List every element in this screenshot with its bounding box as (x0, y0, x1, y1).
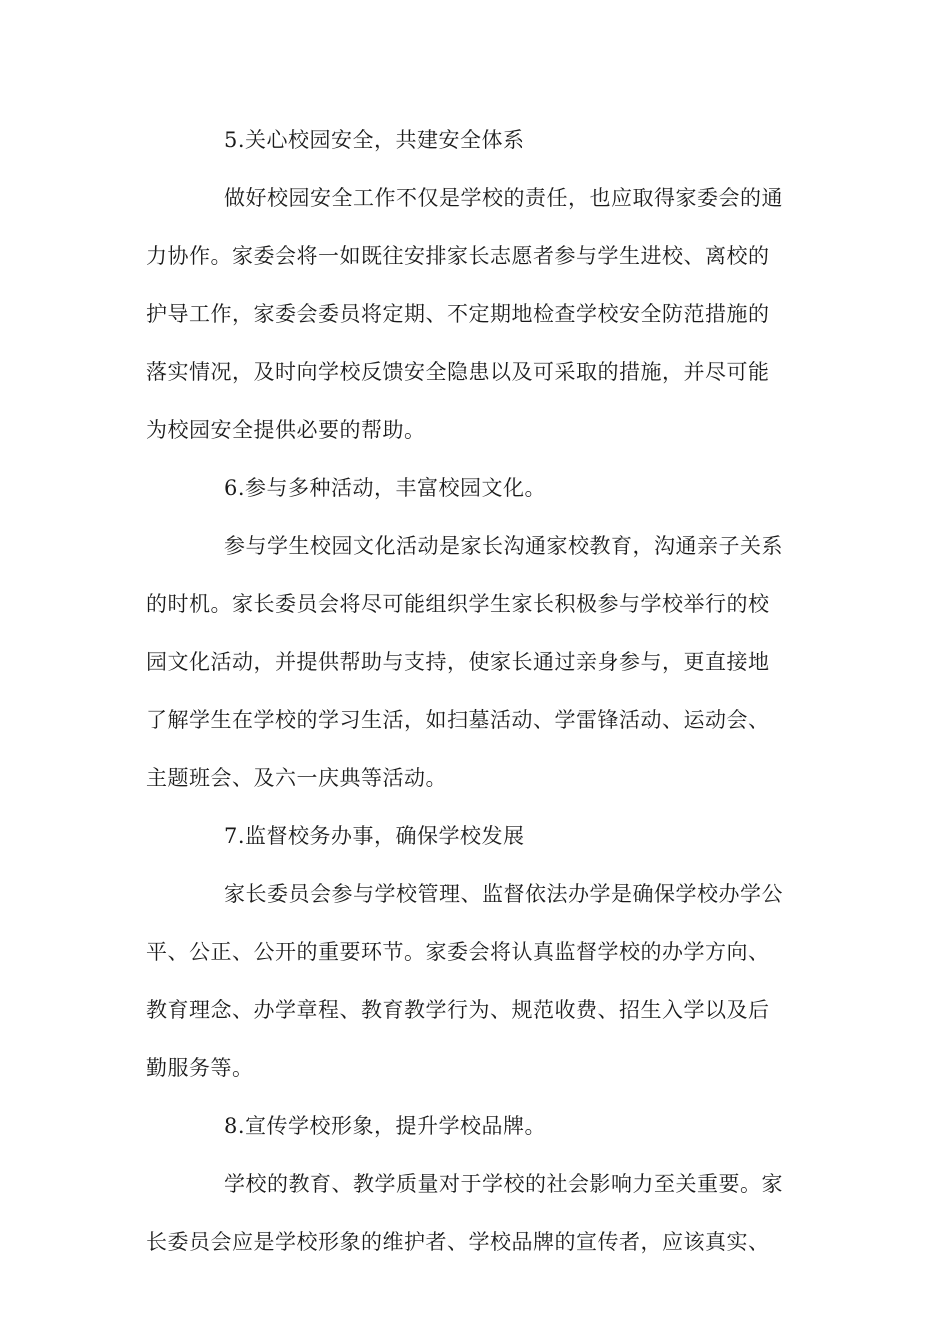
section-heading-8: 8.宣传学校形象，提升学校品牌。 (224, 1114, 547, 1138)
paragraph-line: 园文化活动，并提供帮助与支持，使家长通过亲身参与，更直接地 (146, 650, 770, 674)
paragraph-line: 参与学生校园文化活动是家长沟通家校教育，沟通亲子关系 (224, 534, 783, 558)
paragraph-line: 教育理念、办学章程、教育教学行为、规范收费、招生入学以及后 (146, 998, 770, 1022)
paragraph-line: 平、公正、公开的重要环节。家委会将认真监督学校的办学方向、 (146, 940, 770, 964)
paragraph-line: 做好校园安全工作不仅是学校的责任，也应取得家委会的通 (224, 186, 783, 210)
paragraph-line: 为校园安全提供必要的帮助。 (146, 418, 426, 442)
paragraph-line: 落实情况，及时向学校反馈安全隐患以及可采取的措施，并尽可能 (146, 360, 770, 384)
paragraph-line: 力协作。家委会将一如既往安排家长志愿者参与学生进校、离校的 (146, 244, 770, 268)
section-heading-5: 5.关心校园安全，共建安全体系 (224, 128, 525, 152)
paragraph-line: 学校的教育、教学质量对于学校的社会影响力至关重要。家 (224, 1172, 783, 1196)
paragraph-line: 家长委员会参与学校管理、监督依法办学是确保学校办学公 (224, 882, 783, 906)
section-heading-6: 6.参与多种活动，丰富校园文化。 (224, 476, 547, 500)
paragraph-line: 护导工作，家委会委员将定期、不定期地检查学校安全防范措施的 (146, 302, 770, 326)
paragraph-line: 主题班会、及六一庆典等活动。 (146, 766, 447, 790)
paragraph-line: 长委员会应是学校形象的维护者、学校品牌的宣传者，应该真实、 (146, 1230, 770, 1254)
paragraph-line: 了解学生在学校的学习生活，如扫墓活动、学雷锋活动、运动会、 (146, 708, 770, 732)
document-body (146, 128, 806, 1254)
paragraph-line: 的时机。家长委员会将尽可能组织学生家长积极参与学校举行的校 (146, 592, 770, 616)
section-heading-7: 7.监督校务办事，确保学校发展 (224, 824, 525, 848)
paragraph-line: 勤服务等。 (146, 1056, 254, 1080)
